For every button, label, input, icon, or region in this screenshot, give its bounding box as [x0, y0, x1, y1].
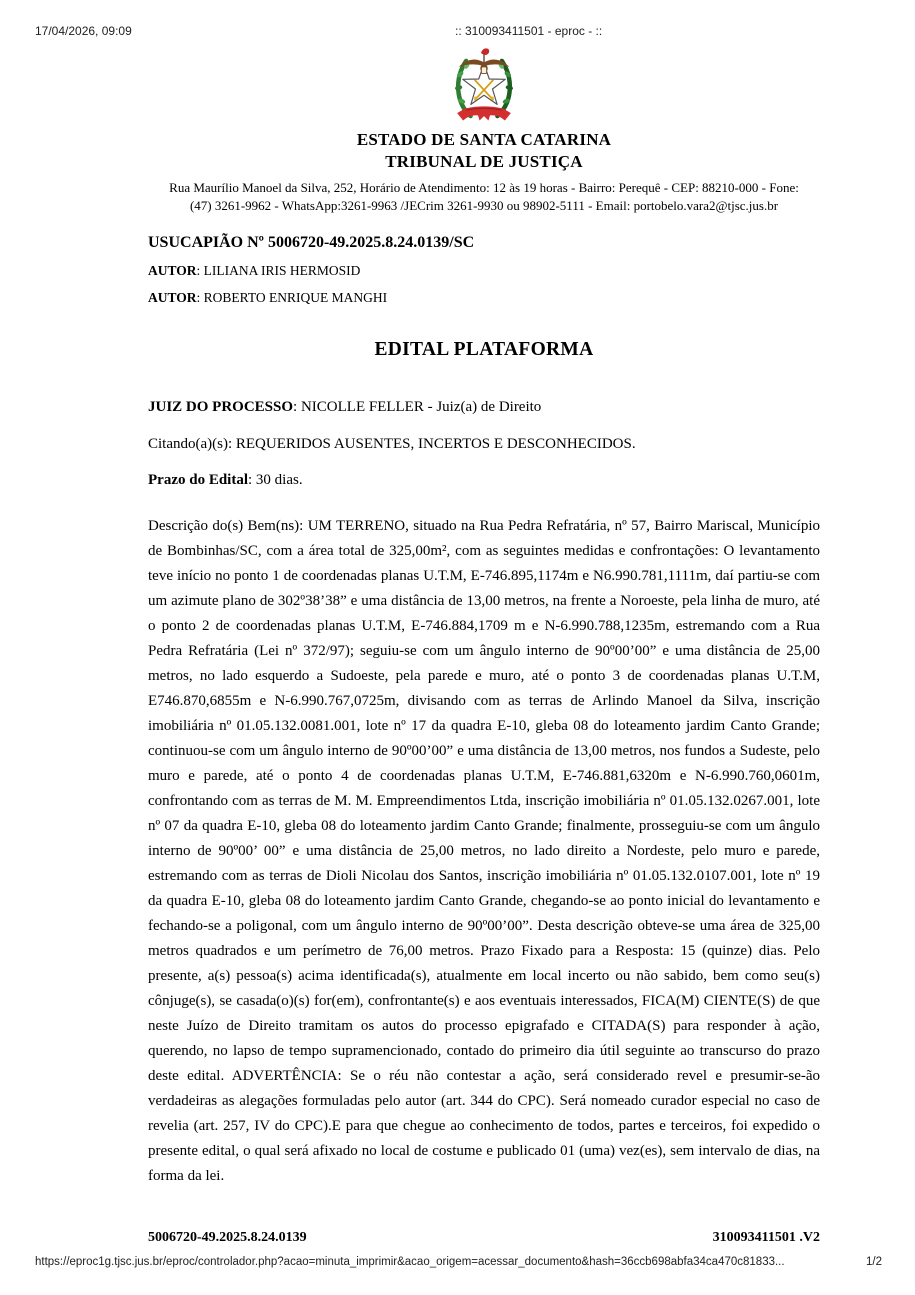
party-role-label: AUTOR — [148, 290, 197, 305]
party-name: : ROBERTO ENRIQUE MANGHI — [196, 290, 388, 305]
letterhead-state: ESTADO DE SANTA CATARINA — [356, 130, 612, 149]
document-page — [148, 0, 820, 1189]
party-row — [148, 289, 820, 307]
party-row — [148, 262, 820, 280]
print-footer-page-indicator: 1/2 — [866, 1256, 882, 1268]
judge-label: JUIZ DO PROCESSO — [148, 399, 294, 415]
document-footer — [148, 1230, 820, 1246]
case-heading: USUCAPIÃO Nº 5006720-49.2025.8.24.0139/SC — [148, 234, 475, 251]
prazo-line — [148, 468, 820, 493]
print-header-title: :: 310093411501 - eproc - :: — [455, 24, 603, 38]
footer-doc-version: 310093411501 .V2 — [712, 1230, 820, 1245]
edital-body-paragraph: Descrição do(s) Bem(ns): UM TERRENO, situado na Rua Pedra Refratária, nº 57, Bairro Mariscal, Município de Bombinhas/SC, com a área total de 325,00m², com as seguintes medidas e confrontações: O levantamento teve início no ponto 1 de coordenadas planas U.T.M, E-746.895,1174m e N6.990.781,1111m, daí partiu-se com um azimute plano de 302º38’38” e uma distância de 13,00 metros, na frente a Noroeste, pela linha de muro, até o ponto 2 de coordenadas planas U.T.M, E-746.884,1709 m e N-6.990.788,1235m, estremando com a Rua Pedra Refratária (Lei nº 372/97); seguiu-se com um ângulo interno de 90º00’00” e uma distância de 25,00 metros, no lado esquerdo a Sudoeste, pela parede e muro, até o ponto 3 de coordenadas planas U.T.M, E746.870,6855m e N-6.990.767,0725m, divisando com as terras de Arlindo Manoel da Silva, inscrição imobiliária nº 01.05.132.0081.001, lote nº 17 da quadra E-10, gleba 08 do loteamento jardim Canto Grande; continuou-se com um ângulo interno de 90º00’00” e uma distância de 13,00 metros, nos fundos a Sudeste, pelo muro e parede, até o ponto 4 de coordenadas planas U.T.M, E-746.881,6320m e N-6.990.760,0601m, confrontando com as terras de M. M. Empreendimentos Ltda, inscrição imobiliária nº 01.05.132.0267.001, lote nº 07 da quadra E-10, gleba 08 do loteamento jardim Canto Grande; finalmente, prosseguiu-se com um ângulo interno de 90º00’ 00” e uma distância de 25,00 metros, no lado direito a Nordeste, pelo muro e parede, estremando com as terras de Dioli Nicolau dos Santos, inscrição imobiliária nº 01.05.132.0107.001, lote nº 19 da quadra E-10, gleba 08 do loteamento jardim Canto Grande, chegando-se ao ponto inicial do levantamento e fechando-se a poligonal, com um ângulo interno de 90º00’00”. Desta descrição obteve-se uma área de 325,00 metros quadrados e um perímetro de 76,00 metros. Prazo Fixado para a Resposta: 15 (quinze) dias. Pelo presente, a(s) pessoa(s) acima identificada(s), atualmente em local incerto ou não sabido, bem como seu(s) cônjuge(s), se casada(o)(s) for(em), confrontante(s) e aos eventuais interessados, FICA(M) CIENTE(S) de que neste Juízo de Direito tramitam os autos do processo epigrafado e CITADA(S) para responder à ação, querendo, no lapso de tempo supramencionado, contado do primeiro dia útil seguinte ao transcurso do prazo deste edital. ADVERTÊNCIA: Se o réu não contestar a ação, será considerado revel e presumir-se-ão verdadeiras as alegações formuladas pelo autor (art. 344 do CPC). Será nomeado curador especial no caso de revelia (art. 257, IV do CPC).E para que chegue ao conhecimento de todos, partes e terceiros, foi expedido o presente edital, o qual será afixado no local de costume e publicado 01 (uma) vez(es), sem intervalo de dias, na forma da lei. — [148, 518, 820, 1184]
print-footer-url: https://eproc1g.tjsc.jus.br/eproc/controlador.php?acao=minuta_imprimir&acao_origem=acessar_documento&hash=36ccb698abfa34ca470c81833... — [35, 1256, 785, 1268]
citando-line: Citando(a)(s): REQUERIDOS AUSENTES, INCERTOS E DESCONHECIDOS. — [148, 436, 636, 452]
edital-title: EDITAL PLATAFORMA — [374, 339, 594, 360]
footer-case-number: 5006720-49.2025.8.24.0139 — [148, 1230, 307, 1245]
coat-of-arms-icon — [445, 46, 523, 128]
letterhead-address-line2: (47) 3261-9962 - WhatsApp:3261-9963 /JECrim 3261-9930 ou 98902-5111 - Email: portobelo.vara2@tjsc.jus.br — [189, 197, 779, 213]
judge-line — [148, 395, 820, 420]
party-name: : LILIANA IRIS HERMOSID — [196, 263, 361, 278]
letterhead-address — [148, 179, 820, 214]
prazo-value: : 30 dias. — [248, 472, 303, 488]
letterhead-court: TRIBUNAL DE JUSTIÇA — [385, 152, 583, 171]
prazo-label: Prazo do Edital — [148, 472, 248, 488]
judge-value: : NICOLLE FELLER - Juiz(a) de Direito — [293, 399, 542, 415]
print-header-datetime: 17/04/2026, 09:09 — [35, 24, 132, 38]
party-role-label: AUTOR — [148, 263, 197, 278]
letterhead-address-line1: Rua Maurílio Manoel da Silva, 252, Horário de Atendimento: 12 às 19 horas - Bairro: Perequê - CEP: 88210-000 - Fone: — [169, 180, 799, 195]
letterhead-emblem — [148, 46, 820, 128]
